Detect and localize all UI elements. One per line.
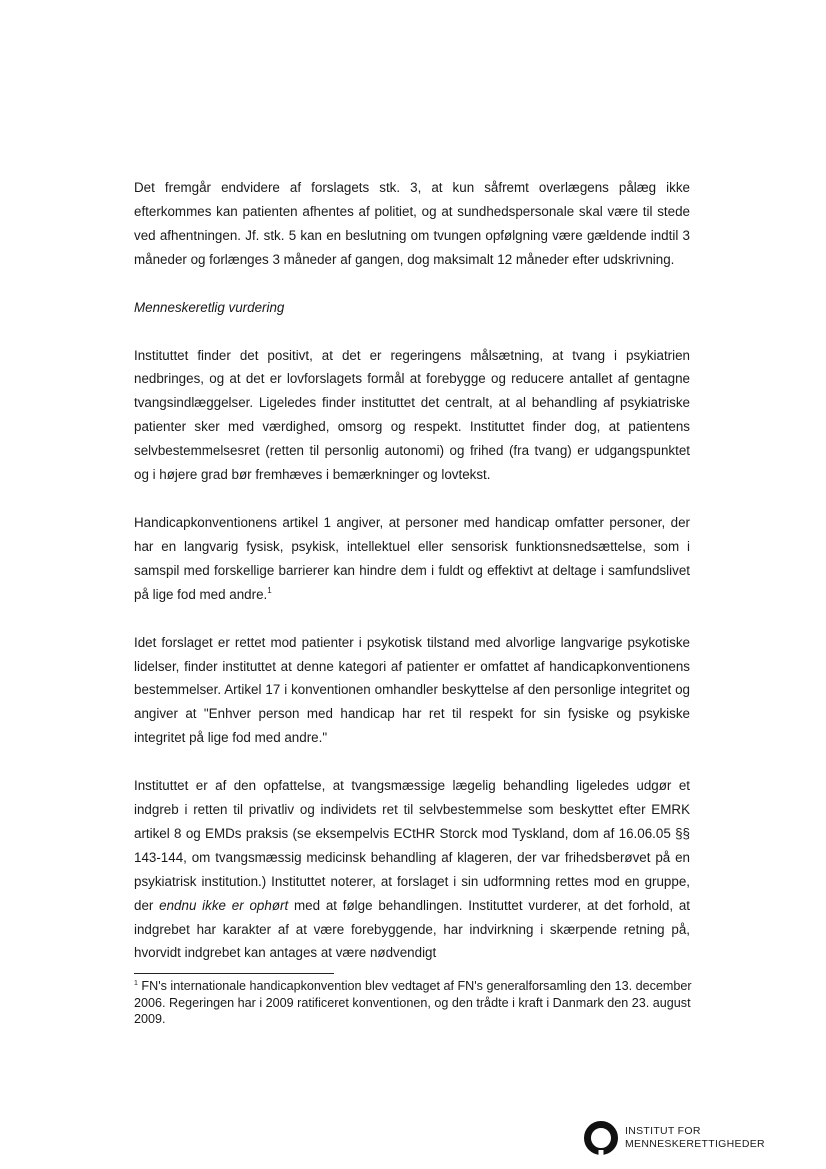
paragraph-artikel-17: Idet forslaget er rettet mod patienter i psykotisk tilstand med alvorlige langvarige psykotiske lidelser, finder instituttet at denne kategori af patienter er omfattet af handicapkonventionens bestemmelser. Artikel 17 i konventionen omhandler beskyttelse af den personlige integritet og angiver at "Enhver person med handicap har ret til respekt for sin fysiske og psykiske integritet på lige fod med andre." (134, 634, 690, 746)
paragraph-emrk-text-1: Instituttet er af den opfattelse, at tvangsmæssige lægelig behandling ligeledes udgør et indgreb i retten til privatliv og individets ret til selvbestemmelse som beskyttet efter EMRK artikel 8 og EMDs praksis (se eksempelvis ECtHR Storck mod Tyskland, dom af 16.06.05 §§ 143-144, om tvangsmæssig medicinsk behandling af klageren, der var frihedsberøvet på en psykiatrisk institution.) Instituttet noterer, at forslaget i sin udformning rettes mod en gruppe, der (134, 778, 690, 913)
paragraph-handicapkonvention-text: Handicapkonventionens artikel 1 angiver, at personer med handicap omfatter personer, der har en langvarig fysisk, psykisk, intellektuel eller sensorisk funktionsnedsættelse, som i samspil med forskellige barrierer kan hindre dem i fuldt og effektivt at deltage i samfundslivet på lige fod med andre. (134, 514, 690, 602)
institute-logo (583, 1120, 765, 1156)
logo-line-1: INSTITUT FOR (625, 1125, 701, 1137)
emphasis-text: endnu ikke er ophørt (159, 897, 289, 913)
footnote-text: FN's internationale handicapkonvention blev vedtaget af FN's generalforsamling den 13. december 2006. Regeringen har i 2009 ratificeret konventionen, og den trådte i kraft i Danmark den 23. august 2009. (134, 979, 692, 1026)
footnote-number: 1 (134, 980, 138, 987)
logo-line-2: MENNESKERETTIGHEDER (625, 1138, 765, 1150)
body-text (134, 176, 690, 965)
paragraph-vurdering: Instituttet finder det positivt, at det er regeringens målsætning, at tvang i psykiatrien nedbringes, og at det er lovforslagets formål at forebygge og reducere antallet af gentagne tvangsindlæggelser. Ligeledes finder instituttet det centralt, at al behandling af psykiatriske patienter sker med værdighed, omsorg og respekt. Instituttet finder dog, at patientens selvbestemmelsesret (retten til personlig autonomi) og frihed (fra tvang) er udgangspunktet og i højere grad bør fremhæves i bemærkninger og lovtekst. (134, 347, 690, 483)
footnote-ref[interactable]: 1 (267, 585, 272, 595)
paragraph-emrk (134, 774, 690, 965)
paragraph-opfolgning: Det fremgår endvidere af forslagets stk. 3, at kun såfremt overlægens pålæg ikke efterkommes kan patienten afhentes af politiet, og at sundhedspersonale skal være til stede ved afhentningen. Jf. stk. 5 kan en beslutning om tvungen opfølgning være gældende indtil 3 måneder og forlænges 3 måneder af gangen, dog maksimalt 12 måneder efter udskrivning. (134, 180, 690, 267)
footnote (134, 978, 694, 1028)
footnote-divider (134, 973, 334, 974)
paragraph-emrk-text-2: med at følge behandlingen. Instituttet vurderer, at det forhold, at indgrebet har karakter af at være forebyggende, har indvirkning i skærpende retning på, hvorvidt indgrebet kan antages at være nødvendigt (134, 897, 691, 961)
paragraph-handicapkonvention (134, 511, 690, 607)
logo-ring-icon (583, 1120, 619, 1156)
section-heading: Menneskeretlig vurdering (134, 299, 285, 315)
logo-text (625, 1125, 765, 1151)
